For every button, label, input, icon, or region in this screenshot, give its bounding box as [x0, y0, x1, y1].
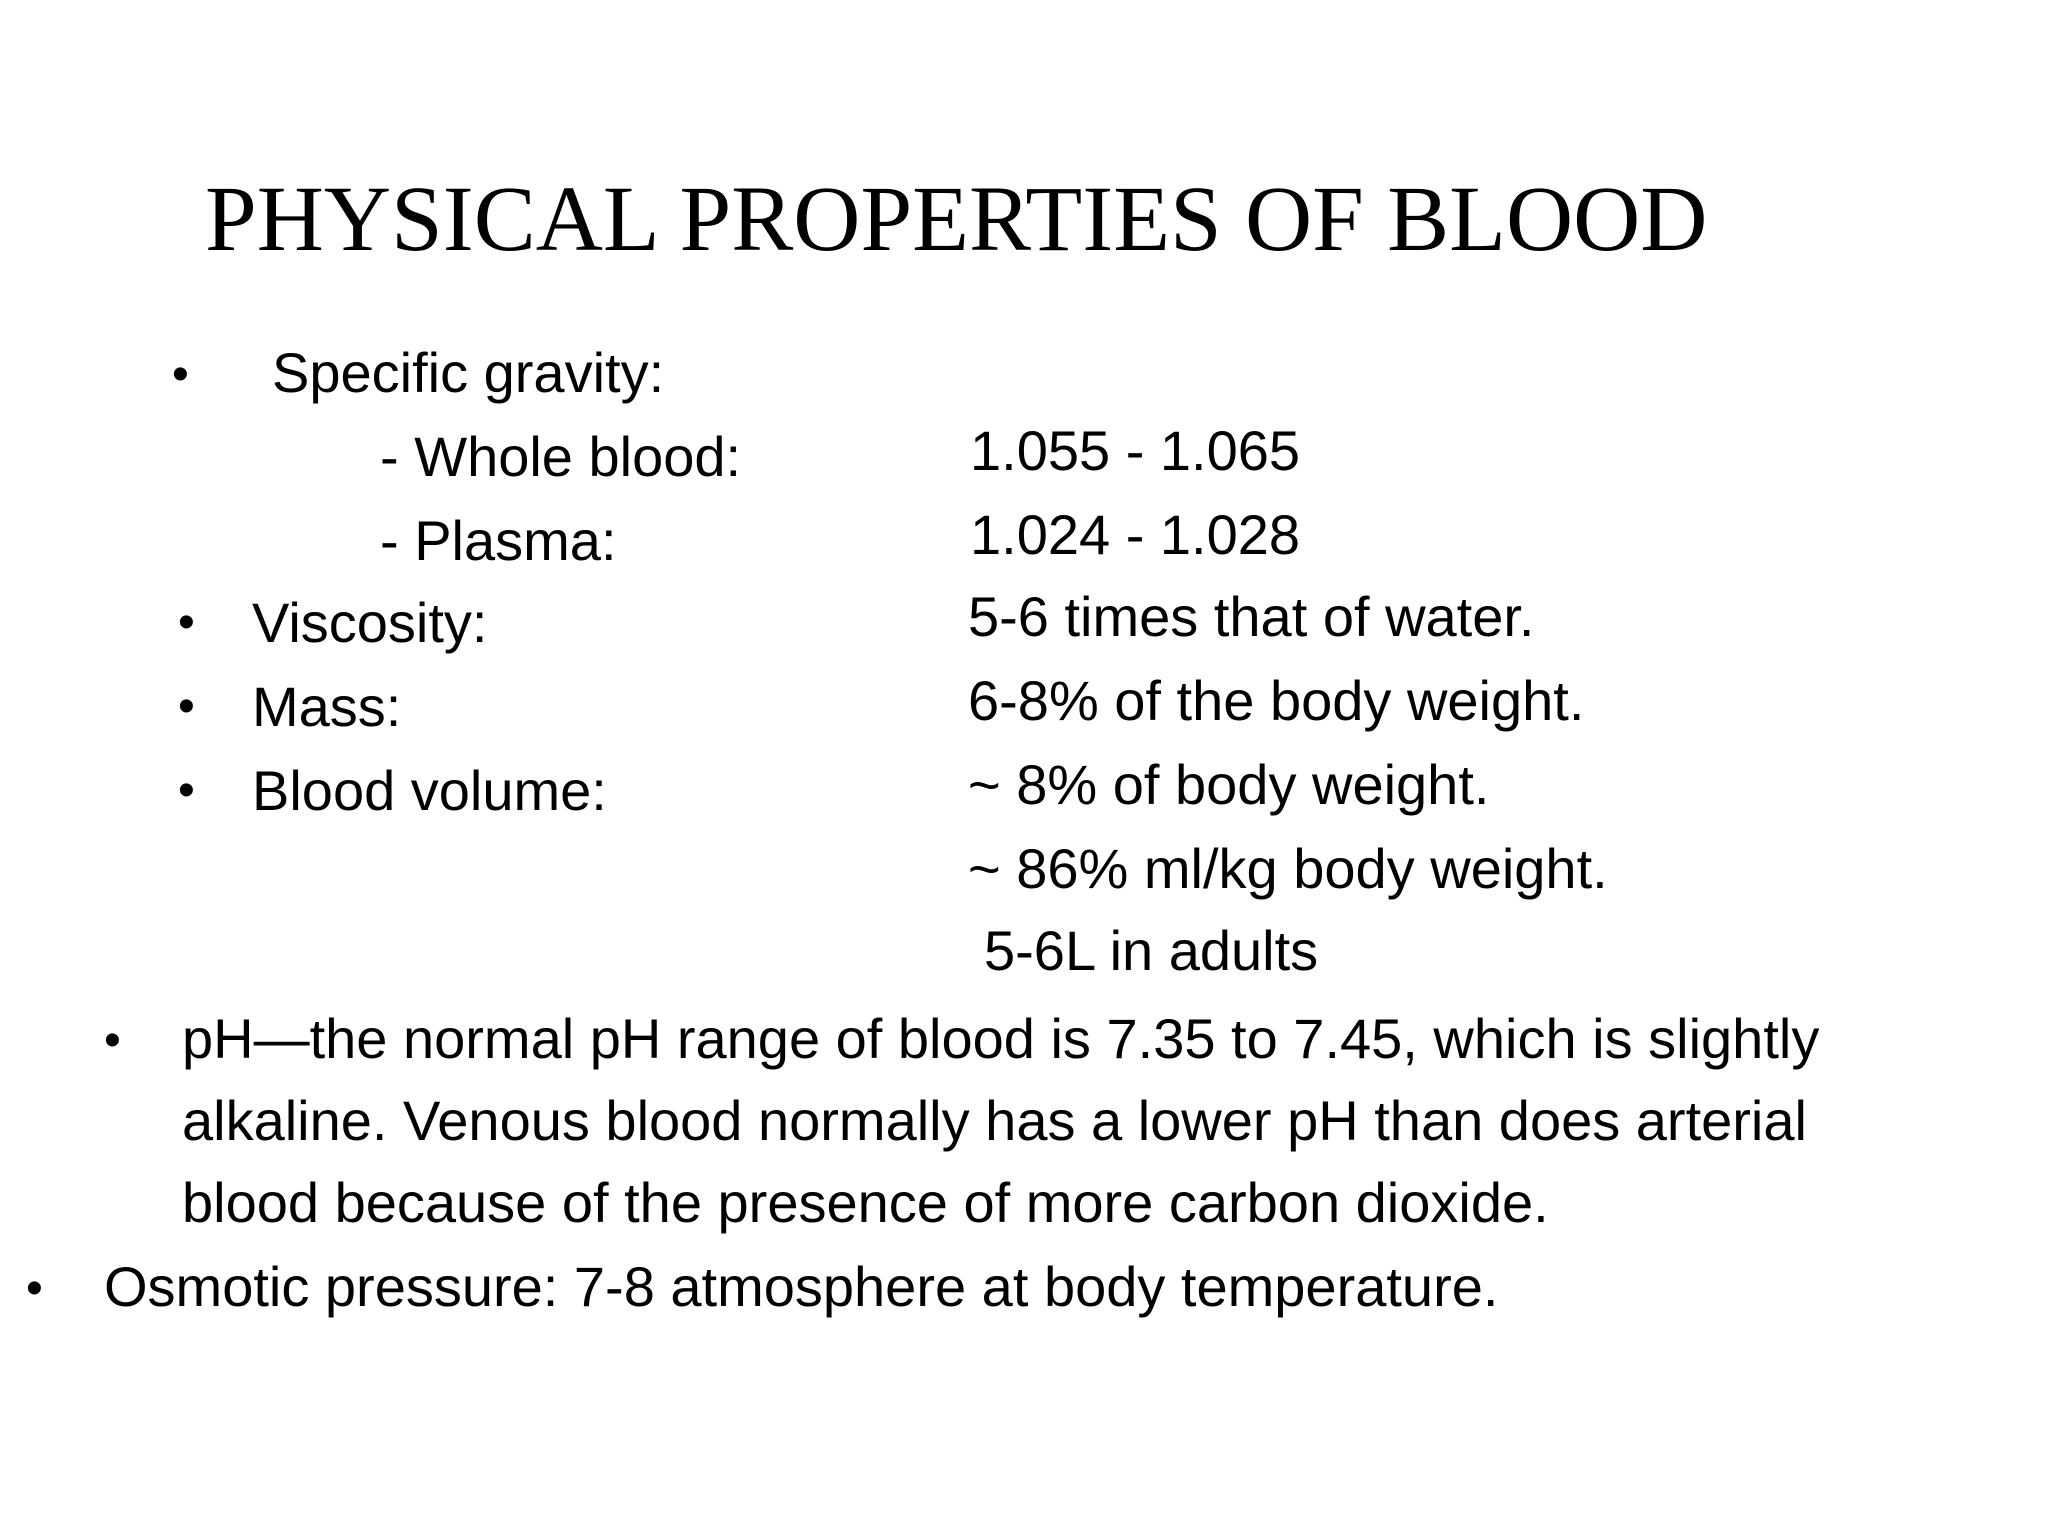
whole-blood-value: 1.055 - 1.065 — [970, 419, 1301, 482]
bullet-blood-volume: • — [178, 764, 195, 817]
specific-gravity-label: Specific gravity: — [272, 341, 665, 404]
blood-volume-value: ~ 86% ml/kg body weight. — [968, 837, 1608, 900]
ph-text-line: blood because of the presence of more carbon dioxide. — [182, 1171, 1549, 1234]
ph-text-line: pH—the normal pH range of blood is 7.35 to 7.45, which is slightly — [182, 1007, 1820, 1070]
mass-label: Mass: — [252, 675, 402, 738]
mass-value: 6-8% of the body weight. — [968, 669, 1585, 732]
viscosity-label: Viscosity: — [252, 591, 488, 654]
plasma-value: 1.024 - 1.028 — [970, 503, 1301, 566]
slide-title: PHYSICAL PROPERTIES OF BLOOD — [205, 168, 1708, 271]
bullet-specific-gravity: • — [172, 348, 189, 401]
bullet-viscosity: • — [178, 596, 195, 649]
blood-volume-value: ~ 8% of body weight. — [968, 753, 1490, 816]
bullet-osmotic: • — [26, 1262, 43, 1315]
whole-blood-label: - Whole blood: — [380, 425, 742, 488]
bullet-mass: • — [178, 680, 195, 733]
blood-volume-value: 5-6L in adults — [984, 919, 1319, 982]
blood-volume-label: Blood volume: — [252, 759, 607, 822]
osmotic-pressure-text: Osmotic pressure: 7-8 atmosphere at body temperature. — [104, 1255, 1499, 1318]
bullet-ph: • — [104, 1014, 121, 1067]
plasma-label: - Plasma: — [380, 509, 617, 572]
viscosity-value: 5-6 times that of water. — [968, 585, 1535, 648]
ph-text-line: alkaline. Venous blood normally has a lower pH than does arterial — [182, 1089, 1807, 1152]
